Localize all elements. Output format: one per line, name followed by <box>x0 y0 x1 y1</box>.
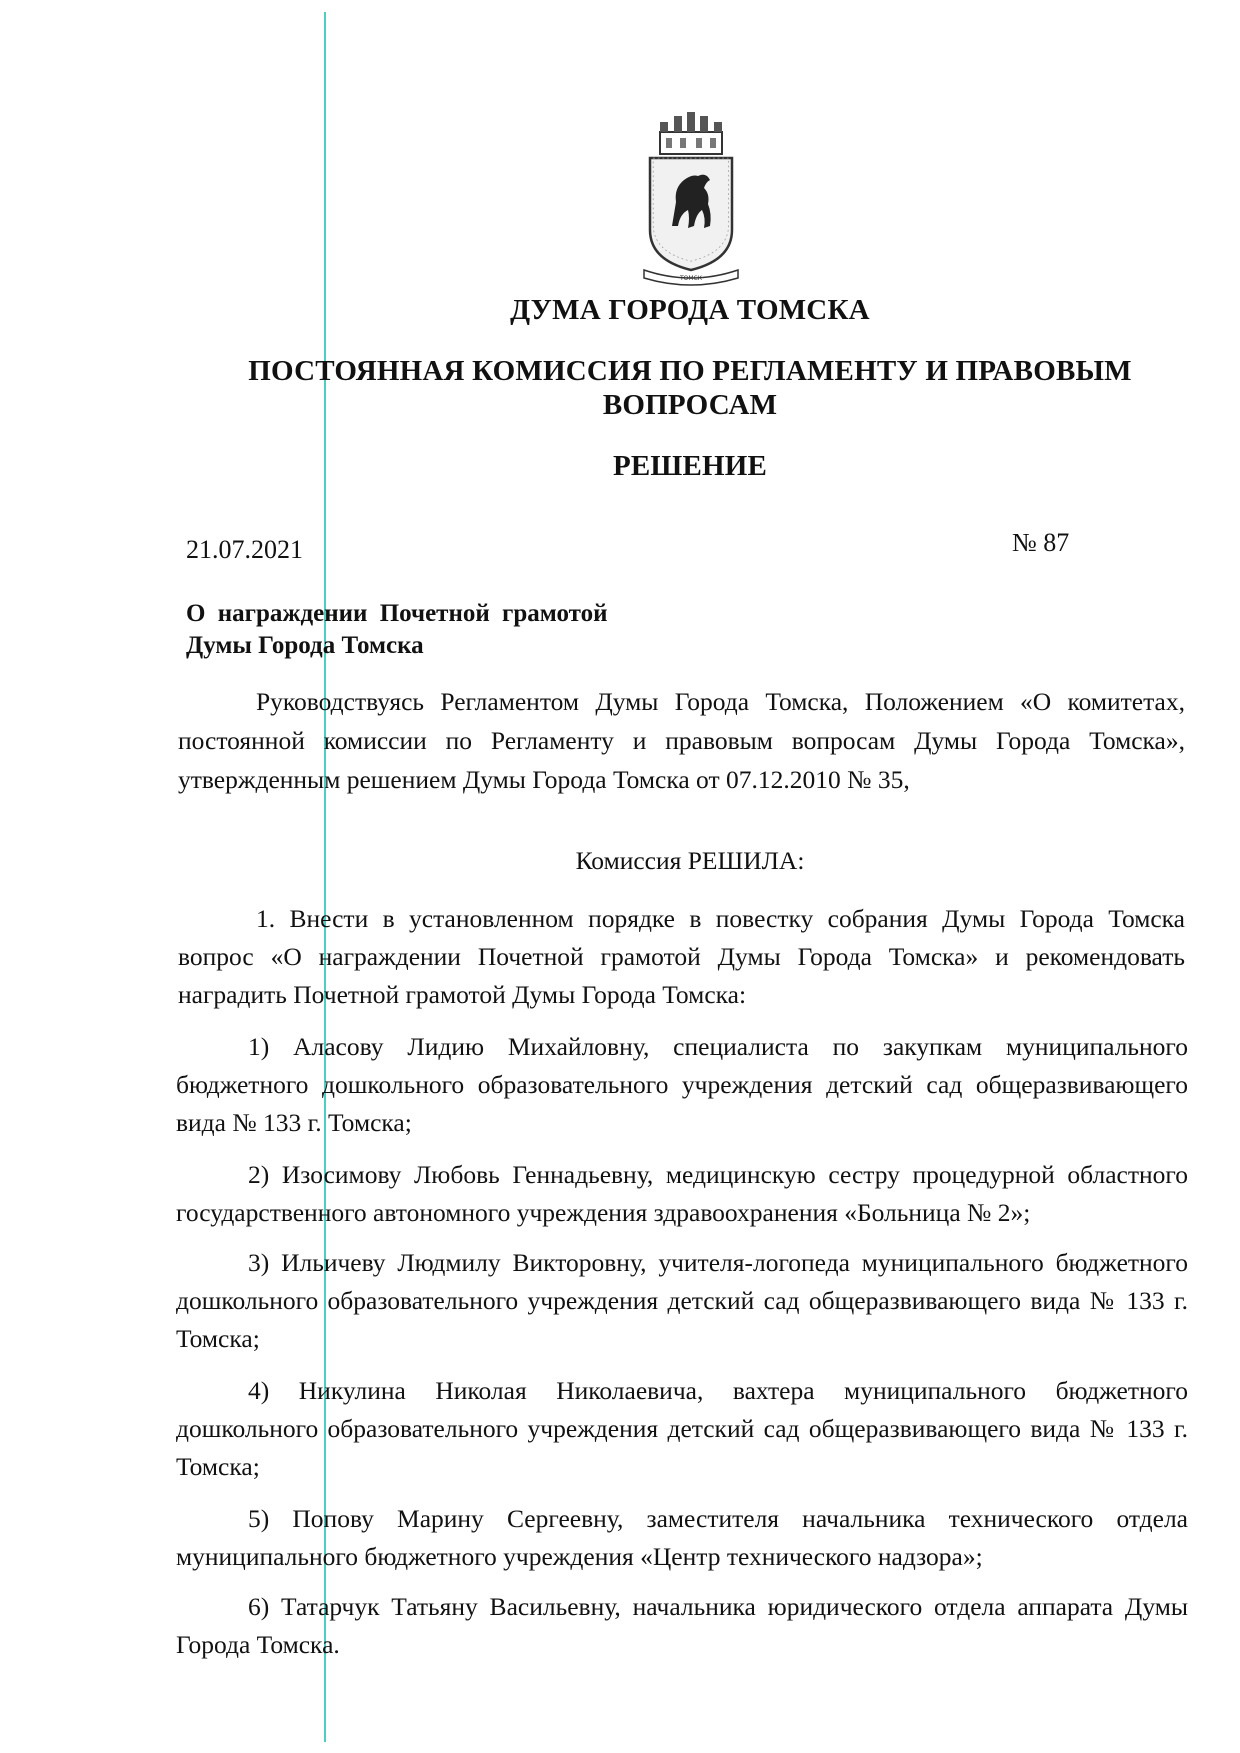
decision-date: 21.07.2021 <box>186 535 303 564</box>
award-list-item: 5) Попову Марину Сергеевну, заместителя начальника технического отдела муниципального бюджетного учреждения «Центр технического надзора»; <box>176 1504 1188 1571</box>
document-type-title: РЕШЕНИЕ <box>612 450 768 482</box>
subject-line1: О награждении Почетной грамотой <box>186 600 608 627</box>
award-list-item: 4) Никулина Николая Николаевича, вахтера муниципального бюджетного дошкольного образовательного учреждения детский сад общеразвивающего вида № 133 г. Томска; <box>176 1376 1188 1481</box>
commission-title-line2: ВОПРОСАМ <box>602 389 778 421</box>
tomsk-coat-of-arms-icon <box>640 110 742 286</box>
intro-paragraph: Руководствуясь Регламентом Думы Города Томска, Положением «О комитетах, постоянной комиссии по Регламенту и правовым вопросам Думы Города Томска», утвержденным решением Думы Города Томска от 07.12.2010 № 35, <box>178 687 1185 794</box>
award-list-item: 6) Татарчук Татьяну Васильевну, начальника юридического отдела аппарата Думы Города Томска. <box>176 1592 1188 1659</box>
subject-line2: Думы Города Томска <box>186 632 424 659</box>
point-1-paragraph: 1. Внести в установленном порядке в повестку собрания Думы Города Томска вопрос «О награждении Почетной грамотой Думы Города Томска» и рекомендовать наградить Почетной грамотой Думы Города Томска: <box>178 904 1185 1009</box>
award-list-item: 3) Ильичеву Людмилу Викторовну, учителя-логопеда муниципального бюджетного дошкольного образовательного учреждения детский сад общеразвивающего вида № 133 г. Томска; <box>176 1248 1188 1353</box>
decision-number: № 87 <box>1012 528 1070 557</box>
award-list-item: 2) Изосимову Любовь Геннадьевну, медицинскую сестру процедурной областного государственного автономного учреждения здравоохранения «Больница № 2»; <box>176 1160 1188 1227</box>
emblem-ribbon-text: ТОМСК <box>679 275 703 282</box>
decided-heading: Комиссия РЕШИЛА: <box>575 846 805 875</box>
commission-title-line1: ПОСТОЯННАЯ КОМИССИЯ ПО РЕГЛАМЕНТУ И ПРАВОВЫМ <box>248 355 1132 387</box>
award-list-item: 1) Аласову Лидию Михайловну, специалиста по закупкам муниципального бюджетного дошкольного образовательного учреждения детский сад общеразвивающего вида № 133 г. Томска; <box>176 1032 1188 1137</box>
organization-title: ДУМА ГОРОДА ТОМСКА <box>510 294 870 326</box>
